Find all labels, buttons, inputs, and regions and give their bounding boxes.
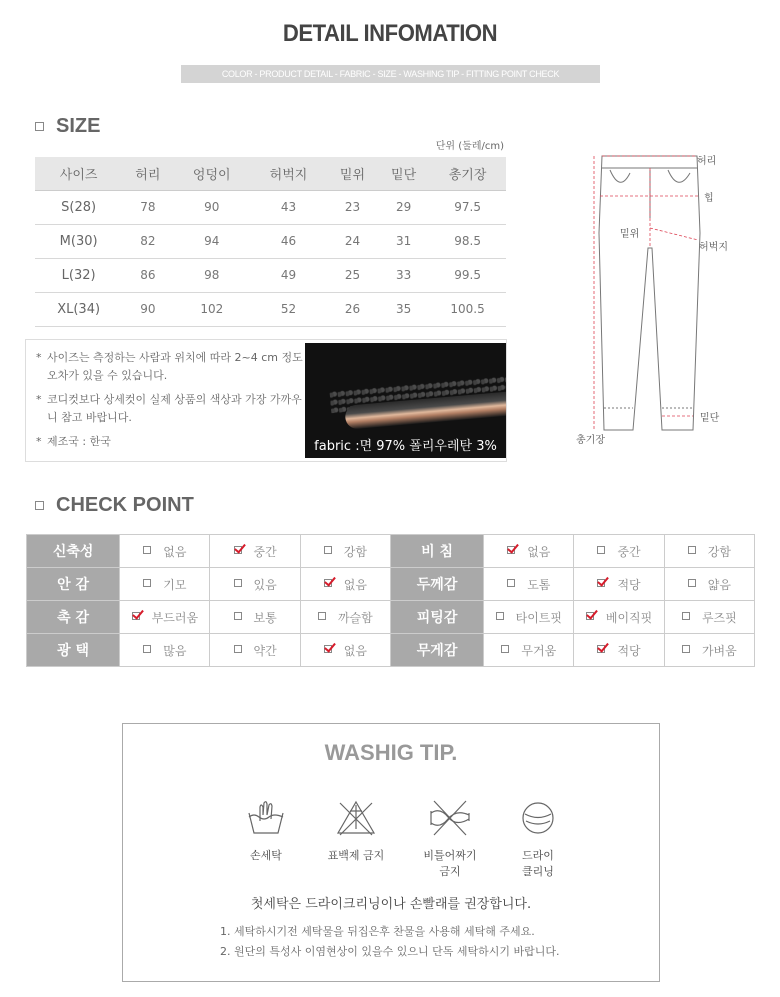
checkpoint-option-label: 강함	[707, 544, 731, 559]
dry-clean-icon	[518, 799, 558, 837]
size-value-cell: 46	[250, 224, 327, 258]
checkpoint-option	[574, 568, 664, 601]
checkbox-icon	[143, 579, 151, 587]
washing-tip-box	[122, 723, 660, 982]
size-row	[35, 258, 506, 292]
checkpoint-option-label: 약간	[253, 643, 277, 658]
checkpoint-option	[574, 634, 664, 667]
size-value-cell: 82	[122, 224, 173, 258]
note-item: * 제조국 : 한국	[36, 433, 304, 451]
washing-main-text: 첫세탁은 드라이크리닝이나 손빨래를 권장합니다.	[250, 897, 532, 912]
checkpoint-option	[664, 601, 754, 634]
checked-box-icon	[586, 612, 594, 620]
size-col-header: 허벅지	[250, 157, 327, 190]
size-col-header: 사이즈	[35, 157, 122, 190]
size-value-cell: 90	[122, 292, 173, 326]
checked-box-icon	[507, 546, 515, 554]
size-value-cell: 94	[173, 224, 250, 258]
no-bleach-icon	[336, 799, 376, 837]
size-value-cell: 98	[173, 258, 250, 292]
diagram-label-thigh: 허벅지	[699, 242, 728, 253]
size-col-header: 허리	[122, 157, 173, 190]
checkpoint-option-label: 가벼움	[701, 643, 737, 658]
washing-tip-title: WASHIG TIP.	[324, 740, 458, 765]
checkbox-icon	[143, 645, 151, 653]
checkpoint-option-label: 중간	[617, 544, 641, 559]
size-row	[35, 224, 506, 258]
checked-box-icon	[597, 579, 605, 587]
checked-box-icon	[324, 579, 332, 587]
checkpoint-option-label: 적당	[617, 577, 641, 592]
checkbox-icon	[234, 612, 242, 620]
diagram-label-waist: 허리	[697, 156, 717, 167]
size-col-header: 밑단	[378, 157, 429, 190]
checkpoint-option-label: 있음	[253, 577, 277, 592]
checkpoint-option	[120, 568, 210, 601]
hand-wash-icon	[246, 799, 286, 837]
checkpoint-option-label: 없음	[343, 643, 367, 658]
checkpoint-category: 신축성	[27, 535, 120, 568]
pants-diagram	[570, 148, 740, 448]
checkpoint-category: 두께감	[390, 568, 483, 601]
size-row	[35, 190, 506, 224]
checkpoint-option-label: 베이직핏	[605, 610, 653, 625]
checkpoint-option	[664, 634, 754, 667]
checkbox-icon	[688, 579, 696, 587]
checkpoint-option	[484, 568, 574, 601]
checkpoint-option-label: 강함	[343, 544, 367, 559]
size-label-cell: S(28)	[35, 190, 122, 224]
diagram-label-hem: 밑단	[700, 413, 720, 424]
checkpoint-option-label: 없음	[527, 544, 551, 559]
hand-wash-label: 손세탁	[250, 849, 282, 862]
checkpoint-option-label: 적당	[617, 643, 641, 658]
checkpoint-option-label: 중간	[253, 544, 277, 559]
checkpoint-option-label: 보통	[253, 610, 277, 625]
checkpoint-option	[210, 601, 300, 634]
checked-box-icon	[597, 645, 605, 653]
size-value-cell: 35	[378, 292, 429, 326]
size-value-cell: 86	[122, 258, 173, 292]
size-value-cell: 102	[173, 292, 250, 326]
diagram-label-hip: 힙	[704, 193, 714, 204]
size-value-cell: 26	[327, 292, 378, 326]
checkpoint-option	[574, 535, 664, 568]
checkpoint-option	[484, 535, 574, 568]
size-value-cell: 98.5	[429, 224, 506, 258]
checkpoint-option	[574, 601, 664, 634]
size-label-cell: XL(34)	[35, 292, 122, 326]
no-bleach-item	[311, 799, 401, 863]
checkpoint-heading-label: CHECK POINT	[56, 494, 194, 516]
size-heading	[35, 115, 100, 138]
size-col-header: 엉덩이	[173, 157, 250, 190]
checkpoint-row	[27, 634, 755, 667]
checkbox-icon	[318, 612, 326, 620]
dry-clean-label: 드라이 클리닝	[522, 849, 554, 878]
fabric-photo	[305, 343, 506, 458]
bullet-square-icon	[35, 122, 44, 131]
checkpoint-table	[26, 534, 755, 667]
size-heading-label: SIZE	[56, 115, 101, 137]
no-bleach-label: 표백제 금지	[327, 849, 385, 862]
checkbox-icon	[234, 645, 242, 653]
size-value-cell: 29	[378, 190, 429, 224]
checkbox-icon	[682, 612, 690, 620]
size-value-cell: 25	[327, 258, 378, 292]
checkpoint-option-label: 부드러움	[151, 610, 199, 625]
checkpoint-category: 광 택	[27, 634, 120, 667]
size-value-cell: 100.5	[429, 292, 506, 326]
checkpoint-row	[27, 601, 755, 634]
checkpoint-option	[120, 535, 210, 568]
checkpoint-option	[664, 568, 754, 601]
size-value-cell: 49	[250, 258, 327, 292]
note-item: * 사이즈는 측정하는 사람과 위치에 따라 2~4 cm 정도 오차가 있을 수 있습니다.	[36, 349, 304, 385]
no-wring-label: 비틀어짜기 금지	[423, 849, 477, 878]
checkbox-icon	[507, 579, 515, 587]
checkpoint-option	[300, 601, 390, 634]
diagram-label-rise: 밑위	[620, 229, 640, 240]
washing-notes	[220, 922, 560, 962]
note-item: * 코디컷보다 상세컷이 실제 상품의 색상과 가장 가까우니 참고 바랍니다.	[36, 391, 304, 427]
checkpoint-category: 피팅감	[390, 601, 483, 634]
checkpoint-category: 비 침	[390, 535, 483, 568]
checkpoint-option-label: 기모	[163, 577, 187, 592]
fabric-caption: fabric :면 97% 폴리우레탄 3%	[314, 439, 497, 454]
size-col-header: 밑위	[327, 157, 378, 190]
checkpoint-option-label: 많음	[163, 643, 187, 658]
size-col-header: 총기장	[429, 157, 506, 190]
no-wring-icon	[428, 799, 472, 837]
checkbox-icon	[234, 579, 242, 587]
checkpoint-option	[300, 535, 390, 568]
checkpoint-option-label: 얇음	[707, 577, 731, 592]
size-value-cell: 97.5	[429, 190, 506, 224]
checkpoint-option	[484, 634, 574, 667]
checkpoint-option	[210, 634, 300, 667]
checkpoint-row	[27, 568, 755, 601]
size-value-cell: 31	[378, 224, 429, 258]
checkpoint-category: 촉 감	[27, 601, 120, 634]
checkbox-icon	[688, 546, 696, 554]
size-value-cell: 23	[327, 190, 378, 224]
checkpoint-row	[27, 535, 755, 568]
section-nav-bar: COLOR - PRODUCT DETAIL - FABRIC - SIZE - WASHING TIP - FITTING POINT CHECK	[181, 65, 600, 83]
checkpoint-option-label: 타이트핏	[515, 610, 562, 625]
size-table	[35, 157, 506, 327]
checkpoint-option-label: 까슬함	[337, 610, 373, 625]
size-value-cell: 99.5	[429, 258, 506, 292]
size-label-cell: M(30)	[35, 224, 122, 258]
washing-note: 2. 원단의 특성사 이염현상이 있을수 있으니 단독 세탁하시기 바랍니다.	[220, 945, 560, 958]
bullet-square-icon	[35, 501, 44, 510]
dry-clean-item	[493, 799, 583, 879]
checkpoint-option	[210, 568, 300, 601]
checkpoint-option-label: 무거움	[521, 643, 557, 658]
checkpoint-option	[120, 601, 210, 634]
checked-box-icon	[132, 612, 140, 620]
checked-box-icon	[234, 546, 242, 554]
checkpoint-category: 안 감	[27, 568, 120, 601]
checkbox-icon	[501, 645, 509, 653]
size-label-cell: L(32)	[35, 258, 122, 292]
hand-wash-item	[221, 799, 311, 863]
size-value-cell: 78	[122, 190, 173, 224]
checkpoint-option	[300, 634, 390, 667]
checkpoint-category: 무게감	[390, 634, 483, 667]
checkpoint-heading	[35, 494, 194, 517]
checkbox-icon	[324, 546, 332, 554]
size-value-cell: 33	[378, 258, 429, 292]
checkpoint-option-label: 루즈핏	[701, 610, 737, 625]
checkbox-icon	[143, 546, 151, 554]
size-row	[35, 292, 506, 326]
checkpoint-option	[120, 634, 210, 667]
page-title: DETAIL INFOMATION	[282, 20, 498, 47]
checkpoint-option	[300, 568, 390, 601]
checkbox-icon	[682, 645, 690, 653]
checkpoint-option-label: 도톰	[527, 577, 551, 592]
checkbox-icon	[597, 546, 605, 554]
checkpoint-option	[210, 535, 300, 568]
size-value-cell: 43	[250, 190, 327, 224]
checkpoint-option	[664, 535, 754, 568]
checkpoint-option	[484, 601, 574, 634]
size-value-cell: 52	[250, 292, 327, 326]
diagram-label-length: 총기장	[576, 435, 605, 446]
checked-box-icon	[324, 645, 332, 653]
checkpoint-option-label: 없음	[343, 577, 367, 592]
checkpoint-option-label: 없음	[163, 544, 187, 559]
washing-note: 1. 세탁하시기전 세탁물을 뒤집은후 찬물을 사용해 세탁해 주세요.	[220, 925, 535, 938]
size-value-cell: 90	[173, 190, 250, 224]
no-wring-item	[405, 799, 495, 879]
size-value-cell: 24	[327, 224, 378, 258]
checkbox-icon	[496, 612, 504, 620]
unit-label: 단위 (둘레/cm)	[435, 141, 504, 152]
